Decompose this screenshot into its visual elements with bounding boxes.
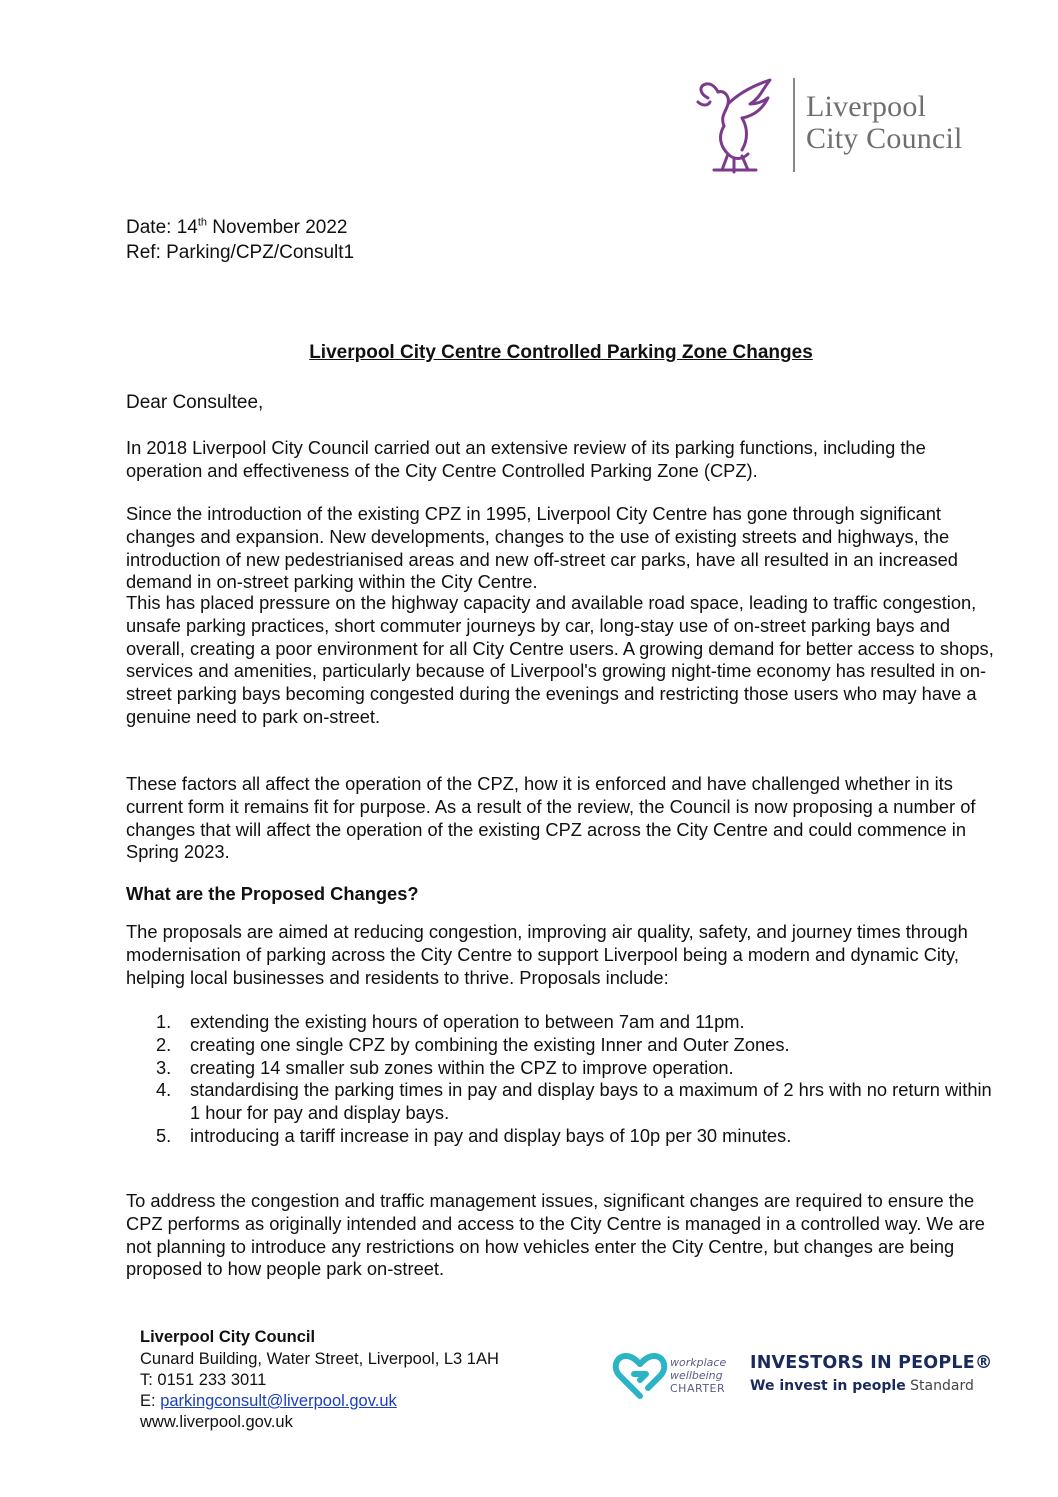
logo-divider: [793, 78, 795, 172]
list-text: creating one single CPZ by combining the existing Inner and Outer Zones.: [190, 1033, 790, 1055]
iip-title: INVESTORS IN PEOPLE®: [750, 1353, 993, 1373]
wellbeing-line3: CHARTER: [670, 1382, 726, 1395]
wellbeing-charter-badge: [612, 1348, 742, 1402]
list-item: [156, 1125, 1006, 1148]
section-heading: What are the Proposed Changes?: [126, 883, 419, 904]
body-paragraph-4: These factors all affect the operation of the CPZ, how it is enforced and have challenged whether in its current form it remains fit for purpose. As a result of the review, the Council is now proposing a number of changes that will affect the operation of the existing CPZ across the City Centre and could commence in Spring 2023.: [126, 773, 976, 863]
footer-email-row: [140, 1391, 397, 1413]
list-text: standardising the parking times in pay and display bays to a maximum of 2 hrs with no return within 1 hour for pay and display bays.: [190, 1079, 992, 1124]
body-paragraph-5: The proposals are aimed at reducing congestion, improving air quality, safety, and journey times through modernisation of parking across the City Centre to support Liverpool being a modern and dynamic City, helping local businesses and residents to thrive. Proposals include:: [126, 921, 968, 988]
list-number: 1.: [156, 1011, 172, 1032]
email-link[interactable]: parkingconsult@liverpool.gov.uk: [160, 1392, 397, 1410]
heart-chain-icon: [612, 1348, 668, 1402]
date-ordinal: th: [197, 216, 208, 229]
footer-address: Cunard Building, Water Street, Liverpool, L3 1AH: [140, 1350, 499, 1368]
iip-subtitle: [750, 1378, 974, 1394]
wellbeing-line1: workplace: [670, 1356, 727, 1369]
list-text: extending the existing hours of operation to between 7am and 11pm.: [190, 1011, 745, 1032]
footer-telephone: T: 0151 233 3011: [140, 1371, 267, 1389]
footer-website: www.liverpool.gov.uk: [140, 1413, 293, 1431]
salutation: Dear Consultee,: [126, 392, 264, 413]
body-paragraph-3: This has placed pressure on the highway capacity and available road space, leading to traffic congestion, unsafe parking practices, short commuter journeys by car, long-stay use of on-street parking bays and overall, creating a poor environment for all City Centre users. A growing demand for better access to shops, services and amenities, particularly because of Liverpool's growing night-time economy has resulted in on-street parking bays becoming congested during the evenings and restricting those users who may have a genuine need to park on-street.: [126, 592, 994, 727]
iip-tagline: We invest in people: [750, 1378, 906, 1394]
list-item: [156, 1011, 1006, 1034]
body-paragraph-2: Since the introduction of the existing CPZ in 1995, Liverpool City Centre has gone through significant changes and expansion. New developments, changes to the use of existing streets and highways, the introduction of new pedestrianised areas and new off-street car parks, have all resulted in an increased demand in on-street parking within the City Centre.: [126, 503, 958, 593]
list-number: 4.: [156, 1079, 172, 1101]
footer-organisation: Liverpool City Council: [140, 1328, 316, 1346]
list-number: 3.: [156, 1056, 172, 1078]
logo-text-line1: Liverpool: [806, 90, 927, 123]
council-logo: [690, 70, 990, 182]
list-number: 5.: [156, 1124, 172, 1146]
list-text: introducing a tariff increase in pay and display bays of 10p per 30 minutes.: [190, 1124, 792, 1146]
iip-standard: Standard: [910, 1378, 974, 1394]
list-number: 2.: [156, 1033, 172, 1055]
proposals-list: [156, 1011, 1006, 1148]
list-text: creating 14 smaller sub zones within the CPZ to improve operation.: [190, 1056, 734, 1078]
email-label: E:: [140, 1392, 161, 1410]
list-item: [156, 1079, 1006, 1125]
wellbeing-line2: wellbeing: [670, 1369, 723, 1382]
body-paragraph-6: To address the congestion and traffic management issues, significant changes are required to ensure the CPZ performs as originally intended and access to the City Centre is managed in a controlled way. We are not planning to introduce any restrictions on how vehicles enter the City Centre, but changes are being proposed to how people park on-street.: [126, 1190, 985, 1280]
body-paragraph-1: In 2018 Liverpool City Council carried out an extensive review of its parking functions, including the operation and effectiveness of the City Centre Controlled Parking Zone (CPZ).: [126, 437, 926, 481]
letter-reference: Ref: Parking/CPZ/Consult1: [126, 242, 355, 263]
logo-text-line2: City Council: [806, 122, 963, 155]
letter-title: Liverpool City Centre Controlled Parking Zone Changes: [309, 342, 813, 363]
letter-date: Date: 14th November 2022: [126, 216, 348, 238]
list-item: [156, 1057, 1006, 1080]
liver-bird-icon: [690, 76, 782, 176]
list-item: [156, 1034, 1006, 1057]
